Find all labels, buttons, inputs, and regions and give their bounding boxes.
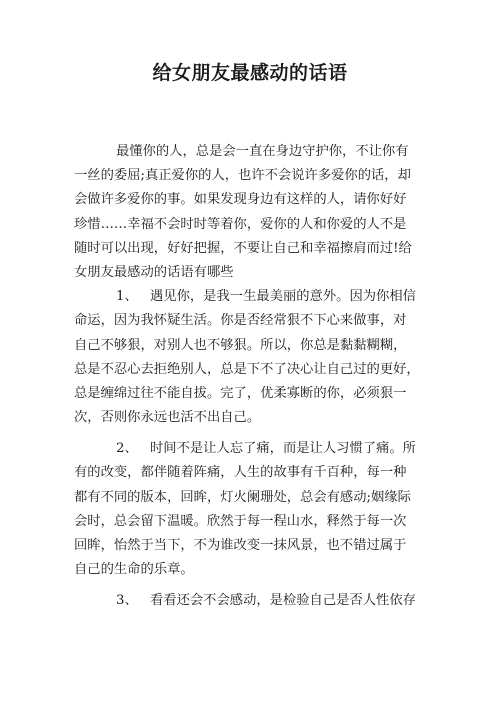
paragraph-line: 都有不同的版本，回眸，灯火阑珊处，总会有感动;姻缘际	[74, 489, 411, 505]
paragraph-line: 总是不忍心去拒绝别人，总是下不了决心让自己过的更好，	[74, 361, 420, 377]
list-item-first-line	[74, 437, 426, 461]
paragraph-line: 命运，因为我怀疑生活。你是否经常狠不下心来做事，对	[74, 313, 407, 329]
paragraph-line: 最懂你的人，总是会一直在身边守护你，不让你有	[116, 144, 409, 159]
list-item-first-line	[74, 589, 426, 613]
item-text: 遇见你，是我一生最美丽的意外。因为你相信	[150, 289, 416, 305]
paragraph-line: 次，否则你永远也活不出自己。	[74, 410, 261, 426]
paragraph-spacer	[74, 582, 426, 589]
page-title: 给女朋友最感动的话语	[152, 62, 348, 84]
paragraph-line: 一丝的委屈;真正爱你的人，也许不会说许多爱你的话，却	[74, 168, 411, 184]
paragraph-line: 会做许多爱你的事。如果发现身边有这样的人，请你好好	[74, 192, 407, 208]
item-number: 3、	[116, 593, 138, 609]
list-item-first-line	[74, 285, 426, 309]
paragraph-line: 珍惜……幸福不会时时等着你，爱你的人和你爱的人不是	[74, 216, 407, 232]
paragraph-line: 有的改变，都伴随着阵痛，人生的故事有千百种，每一种	[74, 465, 407, 481]
paragraph-line: 回眸，怡然于当下，不为谁改变一抹风景，也不错过属于	[74, 538, 407, 553]
item-number: 1、	[116, 289, 138, 305]
document-body	[74, 140, 426, 614]
item-text: 看看还会不会感动，是检验自己是否人性依存	[150, 593, 416, 609]
paragraph-line: 女朋友最感动的话语有哪些	[74, 264, 234, 280]
paragraph-line: 自己的生命的乐章。	[74, 562, 194, 578]
item-text: 时间不是让人忘了痛，而是让人习惯了痛。所	[150, 441, 416, 457]
paragraph-line: 随时可以出现，好好把握，不要让自己和幸福擦肩而过!给	[74, 240, 412, 256]
paragraph-spacer	[74, 430, 426, 437]
paragraph-line: 会时，总会留下温暖。欣然于每一程山水，释然于每一次	[74, 513, 407, 529]
item-number: 2、	[116, 441, 138, 457]
paragraph-line: 总是缠绵过往不能自拔。完了，优柔寡断的你，必须狠一	[74, 385, 407, 401]
paragraph-line: 自己不够狠，对别人也不够狠。所以，你总是黏黏糊糊，	[74, 337, 407, 353]
